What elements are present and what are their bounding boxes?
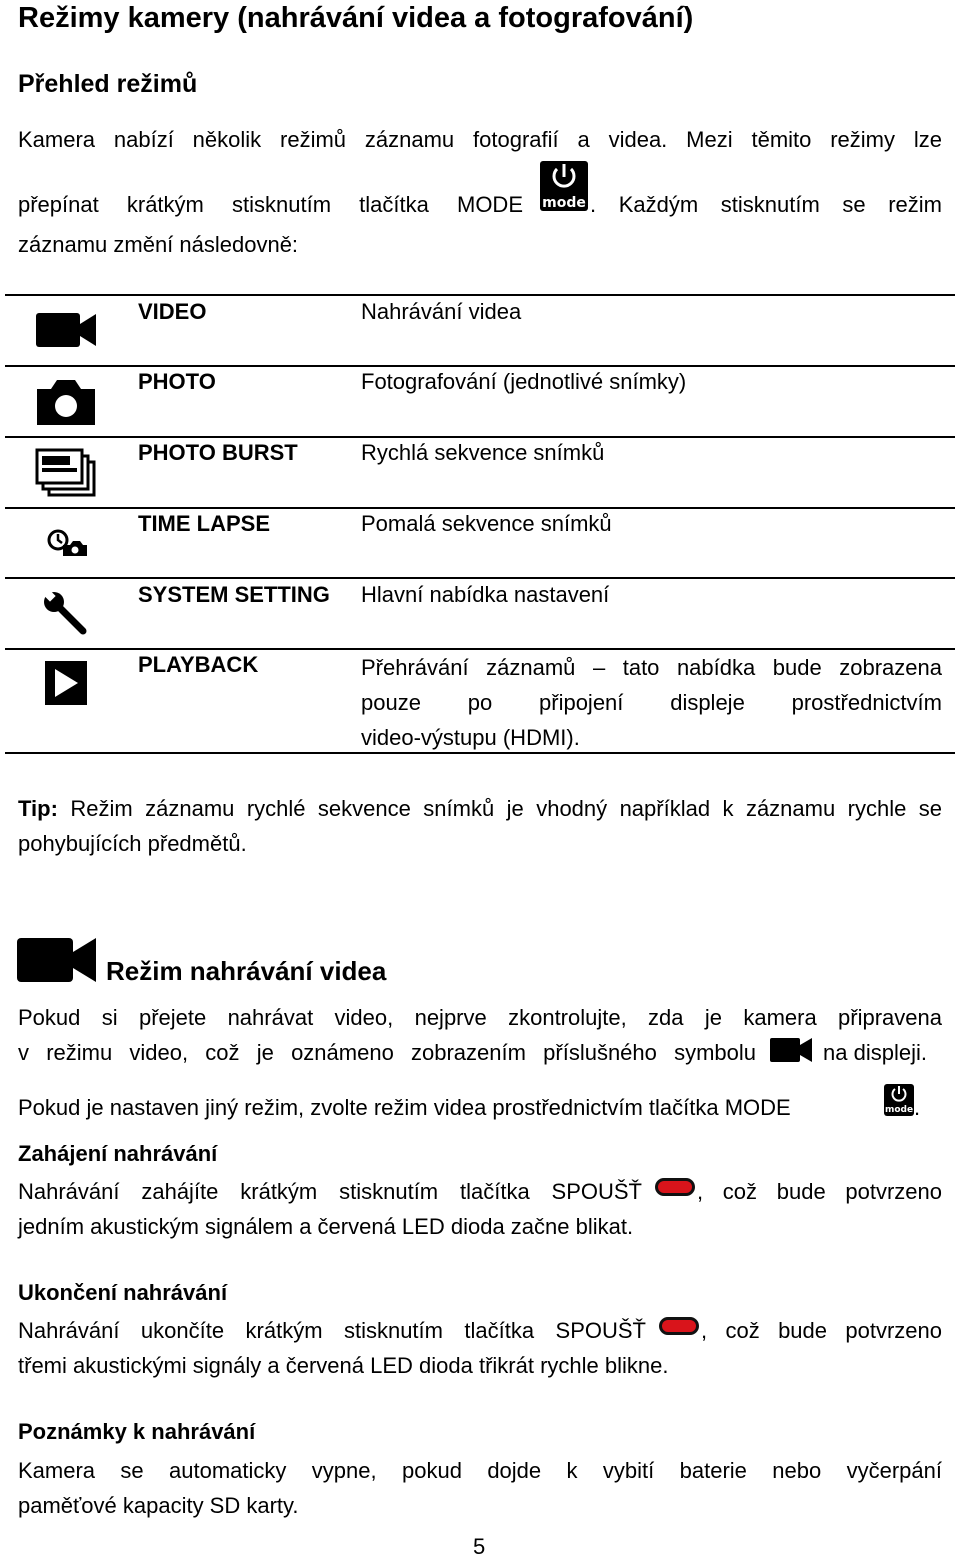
heading-notes: Poznámky k nahrávání <box>18 1419 256 1444</box>
section-heading-video: Režim nahrávání videa <box>106 956 387 986</box>
mode-name: SYSTEM SETTING <box>138 582 330 607</box>
video-camera-icon <box>770 1037 812 1063</box>
time-lapse-icon <box>46 527 88 557</box>
photo-camera-icon <box>35 377 97 427</box>
mode-description: Fotografování (jednotlivé snímky) <box>361 369 687 394</box>
table-rule <box>5 365 955 367</box>
photo-burst-icon <box>35 446 97 498</box>
tip-line-2: pohybujících předmětů. <box>18 831 247 856</box>
mode-name: PHOTO BURST <box>138 440 298 465</box>
stop-line-1a: Nahrávání ukončíte krátkým stisknutím tlačítka SPOUŠŤ <box>18 1318 646 1343</box>
tip-line-1 <box>18 791 942 826</box>
mode-description: Hlavní nabídka nastavení <box>361 582 610 607</box>
tip-label: Tip: <box>18 796 58 821</box>
mode-name: PHOTO <box>138 369 216 394</box>
mode-name: VIDEO <box>138 299 207 324</box>
power-icon <box>540 161 588 191</box>
video-p1-line-2a: v režimu video, což je oznámeno zobrazením příslušného symbolu <box>18 1040 756 1065</box>
intro-line-3: záznamu změní následovně: <box>18 232 299 257</box>
mode-description <box>361 650 942 755</box>
video-camera-icon <box>17 936 97 984</box>
video-p2-text: Pokud je nastaven jiný režim, zvolte režim videa prostřednictvím tlačítka MODE <box>18 1095 791 1120</box>
shutter-button-icon <box>655 1178 695 1196</box>
intro-line-2a: přepínat krátkým stisknutím tlačítka MODE <box>18 192 523 217</box>
section-heading-overview: Přehled režimů <box>18 70 198 98</box>
play-icon <box>45 661 87 705</box>
mode-description: Nahrávání videa <box>361 299 522 324</box>
mode-description-line: pouze po připojení displeje prostřednictvím <box>361 690 942 715</box>
tip-text: Režim záznamu rychlé sekvence snímků je vhodný například k záznamu rychle se <box>57 796 942 821</box>
mode-description: Pomalá sekvence snímků <box>361 511 612 536</box>
table-rule <box>5 752 955 754</box>
heading-start-recording: Zahájení nahrávání <box>18 1141 218 1166</box>
page-title: Režimy kamery (nahrávání videa a fotografování) <box>18 2 694 34</box>
video-p1-line-1: Pokud si přejete nahrávat video, nejprve zkontrolujte, zda je kamera připravena <box>18 1005 942 1030</box>
table-rule <box>5 507 955 509</box>
video-p1-line-2b: na displeji. <box>823 1040 927 1065</box>
mode-button-icon <box>540 161 588 211</box>
wrench-icon <box>42 590 88 636</box>
stop-line-1b: , což bude potvrzeno <box>701 1318 942 1343</box>
start-line-1b: , což bude potvrzeno <box>697 1179 942 1204</box>
mode-description-line: video-výstupu (HDMI). <box>361 725 580 750</box>
mode-description: Rychlá sekvence snímků <box>361 440 605 465</box>
table-rule <box>5 294 955 296</box>
table-rule <box>5 436 955 438</box>
mode-description-line: Přehrávání záznamů – tato nabídka bude zobrazena <box>361 655 942 680</box>
shutter-button-icon <box>659 1317 699 1335</box>
intro-line-1: Kamera nabízí několik režimů záznamu fotografií a videa. Mezi těmito režimy lze <box>18 127 942 152</box>
stop-line-2: třemi akustickými signály a červená LED dioda třikrát rychle blikne. <box>18 1353 669 1378</box>
video-p2-end: . <box>914 1095 921 1120</box>
mode-icon-label: mode <box>884 1105 914 1115</box>
intro-line-2b: . Každým stisknutím se režim <box>590 192 942 217</box>
heading-stop-recording: Ukončení nahrávání <box>18 1280 228 1305</box>
mode-icon-label: mode <box>542 195 586 211</box>
notes-line-2: paměťové kapacity SD karty. <box>18 1493 299 1518</box>
notes-line-1: Kamera se automaticky vypne, pokud dojde k vybití baterie nebo vyčerpání <box>18 1458 942 1483</box>
start-line-1a: Nahrávání zahájíte krátkým stisknutím tlačítka SPOUŠŤ <box>18 1179 642 1204</box>
mode-name: PLAYBACK <box>138 652 259 677</box>
video-camera-icon <box>35 310 97 350</box>
mode-name: TIME LAPSE <box>138 511 271 536</box>
start-line-2: jedním akustickým signálem a červená LED dioda začne blikat. <box>18 1214 634 1239</box>
page-number: 5 <box>473 1534 486 1559</box>
power-icon <box>884 1084 914 1104</box>
mode-button-icon <box>884 1084 914 1116</box>
table-rule <box>5 577 955 579</box>
